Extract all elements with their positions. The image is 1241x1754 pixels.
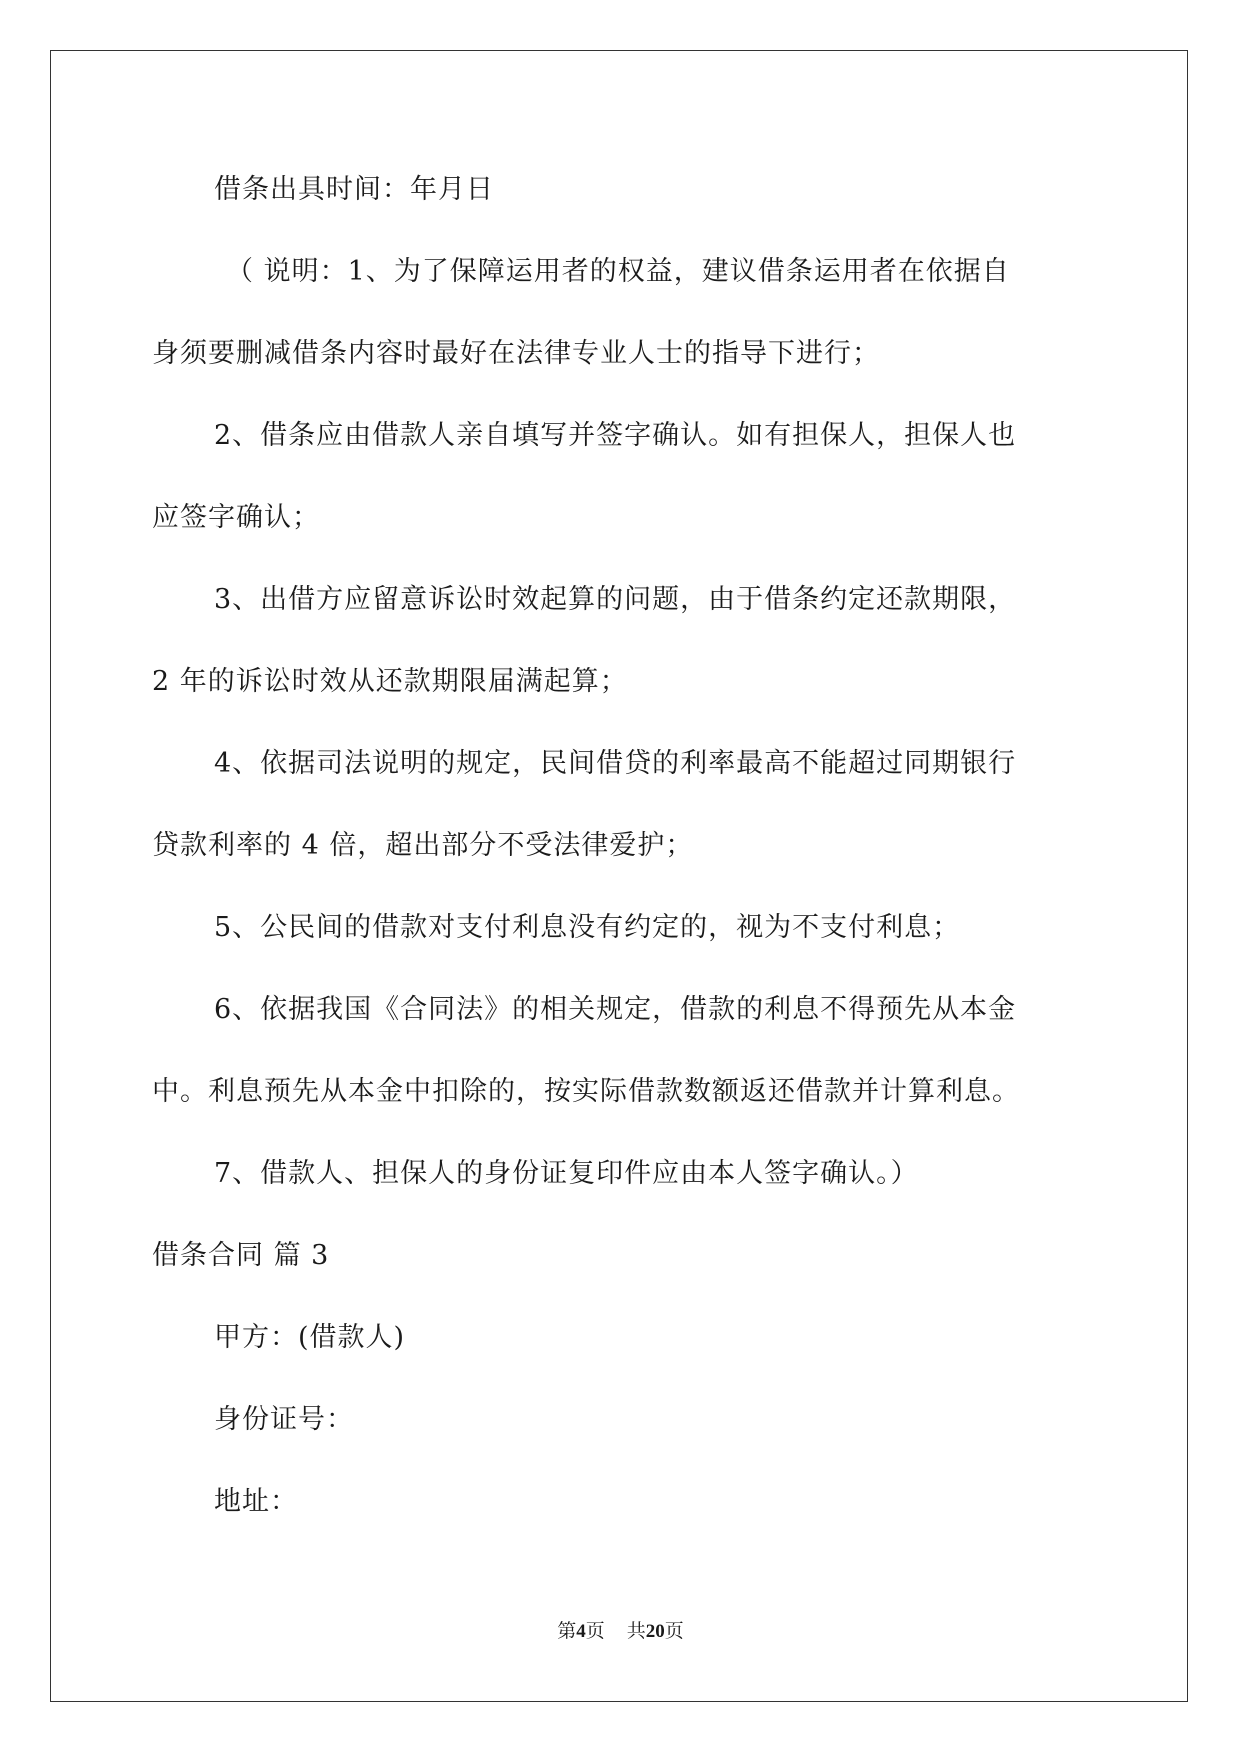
note-line-1: （ 说明：1、为了保障运用者的权益，建议借条运用者在依据自 <box>226 256 1010 287</box>
note-item-7-line: 7、借款人、担保人的身份证复印件应由本人签字确认。） <box>214 1158 919 1189</box>
issue-date-line: 借条出具时间：年月日 <box>214 174 494 205</box>
note-item-2-line-2: 应签字确认； <box>152 502 320 533</box>
note-item-4-line-1: 4、依据司法说明的规定，民间借贷的利率最高不能超过同期银行 <box>214 748 1017 779</box>
note-line-2: 身须要删减借条内容时最好在法律专业人士的指导下进行； <box>152 338 880 369</box>
footer-page-suffix: 页 <box>585 1621 605 1642</box>
note-item-5-line: 5、公民间的借款对支付利息没有约定的，视为不支付利息； <box>214 912 961 943</box>
footer-page-number: 4 <box>576 1621 586 1642</box>
footer-total-suffix: 页 <box>664 1621 684 1642</box>
note-item-3-line-2: 2 年的诉讼时效从还款期限届满起算； <box>152 666 628 697</box>
address-line: 地址： <box>214 1486 298 1517</box>
note-item-6-line-1: 6、依据我国《合同法》的相关规定，借款的利息不得预先从本金 <box>214 994 1017 1025</box>
footer-total-pages: 20 <box>645 1621 665 1642</box>
party-a-line: 甲方：(借款人) <box>214 1322 406 1353</box>
note-item-4-line-2: 贷款利率的 4 倍，超出部分不受法律爱护； <box>152 830 694 861</box>
note-item-3-line-1: 3、出借方应留意诉讼时效起算的问题，由于借条约定还款期限， <box>214 584 1017 615</box>
note-item-2-line-1: 2、借条应由借款人亲自填写并签字确认。如有担保人，担保人也 <box>214 420 1017 451</box>
page-border <box>50 50 1188 1702</box>
footer-prefix: 第 <box>557 1621 577 1642</box>
page-footer <box>0 1617 1241 1647</box>
note-item-6-line-2: 中。利息预先从本金中扣除的，按实际借款数额返还借款并计算利息。 <box>152 1076 1020 1107</box>
id-number-line: 身份证号： <box>214 1404 354 1435</box>
footer-total-prefix: 共 <box>626 1621 646 1642</box>
section-heading: 借条合同 篇 3 <box>152 1240 330 1271</box>
